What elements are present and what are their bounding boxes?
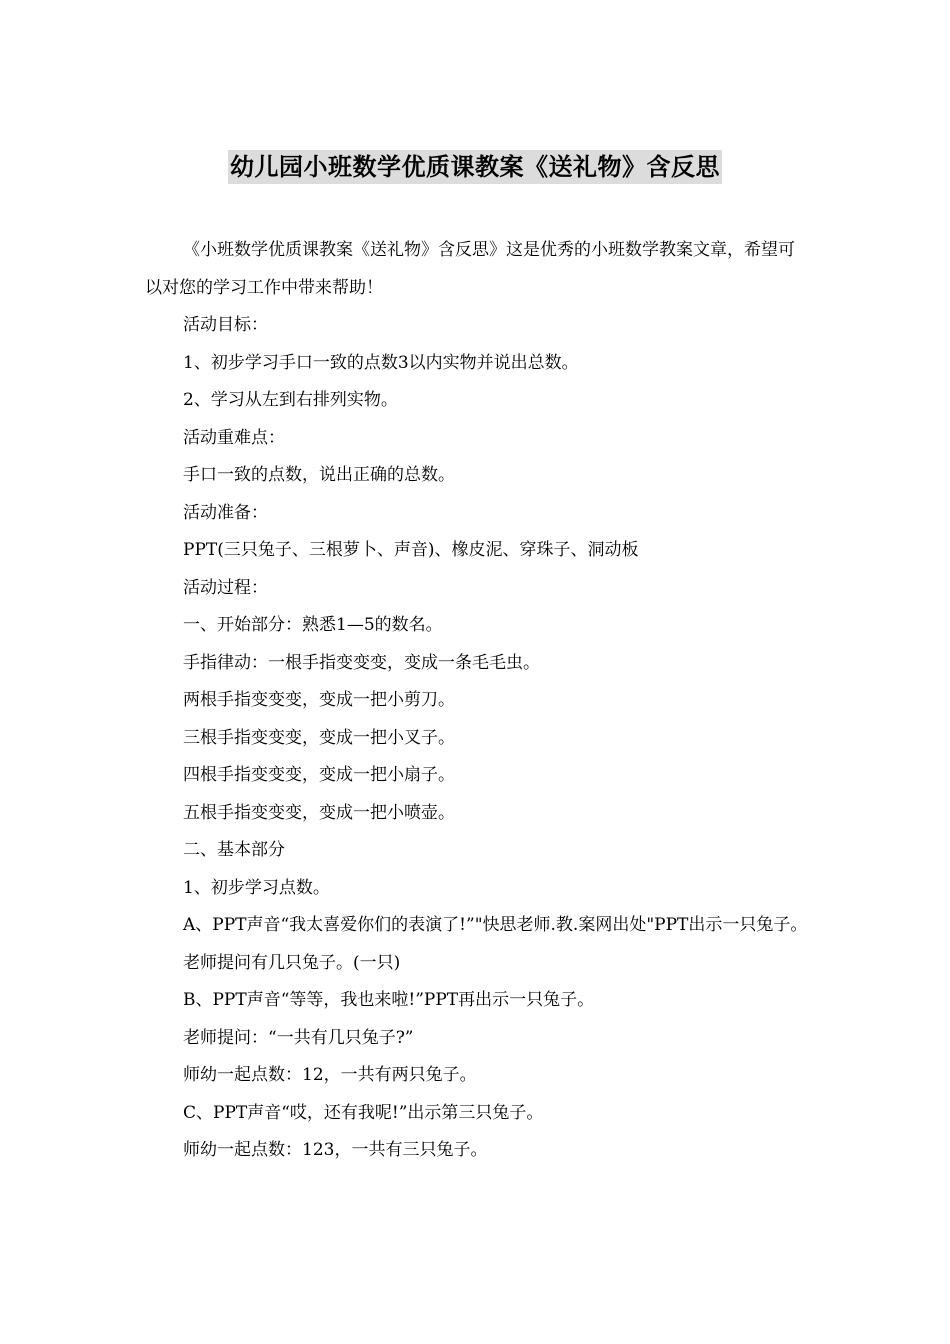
document-title: 幼儿园小班数学优质课教案《送礼物》含反思	[228, 150, 722, 184]
paragraph-goal-2: 2、学习从左到右排列实物。	[183, 390, 398, 410]
title-container	[0, 150, 950, 184]
paragraph-goals-heading: 活动目标：	[183, 315, 268, 335]
paragraph-intro: 《小班数学优质课教案《送礼物》含反思》这是优秀的小班数学教案文章，希望可以对您的学习工作中带来帮助！	[145, 240, 795, 298]
paragraph-step-c: C、PPT声音“哎，还有我呢!”出示第三只兔子。	[183, 1102, 544, 1123]
paragraph-finger-4: 四根手指变变变，变成一把小扇子。	[183, 765, 455, 785]
paragraph-part-2: 二、基本部分	[183, 840, 285, 860]
document-body	[145, 232, 810, 1170]
paragraph-finger-5: 五根手指变变变，变成一把小喷壶。	[183, 802, 455, 823]
paragraph-step-b: B、PPT声音“等等，我也来啦!”PPT再出示一只兔子。	[183, 990, 595, 1010]
paragraph-prep-heading: 活动准备：	[183, 502, 268, 523]
paragraph-step-a: A、PPT声音“我太喜爱你们的表演了!”"快思老师.教.案网出处"PPT出示一只兔子。	[183, 915, 808, 935]
paragraph-process-heading: 活动过程：	[183, 577, 268, 598]
paragraph-keypoints-heading: 活动重难点：	[183, 427, 285, 448]
paragraph-keypoints: 手口一致的点数，说出正确的总数。	[183, 465, 455, 485]
paragraph-question-1: 老师提问有几只兔子。(一只)	[183, 952, 401, 973]
paragraph-finger-2: 两根手指变变变，变成一把小剪刀。	[183, 690, 455, 710]
paragraph-finger-3: 三根手指变变变，变成一把小叉子。	[183, 727, 455, 748]
paragraph-goal-1: 1、初步学习手口一致的点数3以内实物并说出总数。	[183, 352, 579, 373]
paragraph-part-1: 一、开始部分：熟悉1—5的数名。	[183, 615, 443, 635]
paragraph-prep: PPT(三只兔子、三根萝卜、声音)、橡皮泥、穿珠子、洞动板	[183, 540, 639, 560]
paragraph-finger-1: 手指律动：一根手指变变变，变成一条毛毛虫。	[183, 652, 540, 673]
paragraph-count-3: 师幼一起点数：123，一共有三只兔子。	[183, 1140, 488, 1160]
paragraph-count-2: 师幼一起点数：12，一共有两只兔子。	[183, 1065, 477, 1085]
paragraph-step-1: 1、初步学习点数。	[183, 877, 330, 898]
paragraph-question-2: 老师提问：“一共有几只兔子?”	[183, 1027, 414, 1048]
